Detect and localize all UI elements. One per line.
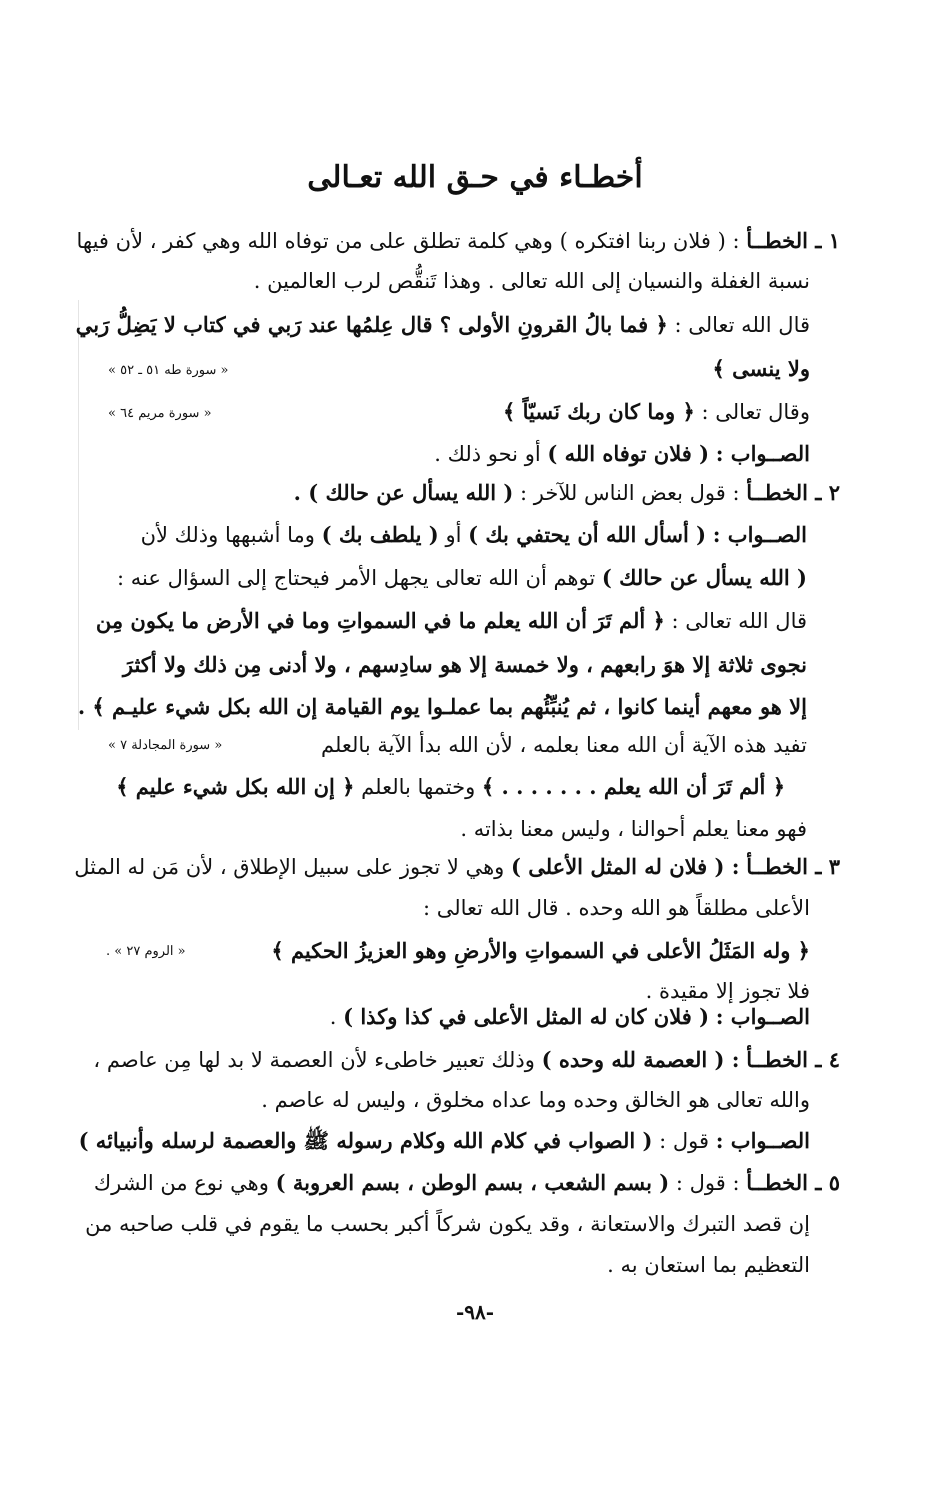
error-2-quote-line-2: [123, 650, 807, 680]
error-2-text: : قول بعض الناس للآخر :: [520, 481, 740, 505]
verse-connector: وختمها بالعلم: [361, 775, 476, 799]
error-4-line-1: [93, 1045, 840, 1075]
error-5-line-3: التعظيم بما استعان به .: [607, 1253, 810, 1277]
page-edge-rule: [78, 300, 79, 730]
error-3-sawab: [330, 1002, 810, 1032]
error-1-quote-1: [76, 310, 810, 340]
reason-text: توهم أن الله تعالى يجهل الأمر فيحتاج إلى السؤال عنه :: [117, 566, 596, 590]
error-3-ref: « الروم ٢٧ » .: [106, 944, 186, 959]
sawab-label: الصــواب :: [715, 1128, 810, 1153]
error-2-phrase: ( الله يسأل عن حالك ) .: [293, 480, 514, 505]
error-1-ref-1: « سورة طه ٥١ ـ ٥٢ »: [108, 363, 229, 378]
error-2-conclusion: فهو معنا يعلم أحوالنا ، وليس معنا بذاته .: [460, 817, 807, 841]
sawab-label: الصــواب :: [715, 441, 810, 466]
error-1-line-1: [77, 226, 840, 256]
quran-verse: نجوى ثلاثة إلا هوَ رابعهم ، ولا خمسة إلا هو سادِسهم ، ولا أدنى مِن ذلك ولا أكثرَ: [122, 652, 807, 677]
quran-verse-end: ولا ينسى ﴾: [712, 356, 810, 381]
error-5-text-rest: وهي نوع من الشرك: [93, 1171, 269, 1195]
quran-verse: إلا هو معهم أينما كانوا ، ثم يُنبِّئُهم بما عملـوا يوم القيامة إن الله بكل شيء عليـم ﴾ .: [77, 694, 807, 719]
error-2-label: ٢ ـ الخطــأ: [746, 480, 840, 505]
error-5-label: ٥ ـ الخطــأ: [746, 1170, 840, 1195]
error-1-label: ١ ـ الخطــأ: [746, 228, 840, 253]
error-4-phrase: : ( العصمة لله وحده ): [541, 1047, 740, 1072]
quote-intro: قال الله تعالى :: [674, 313, 810, 337]
error-3-label: ٣ ـ الخطــأ: [746, 854, 840, 879]
sawab-connector: قول :: [659, 1129, 710, 1153]
error-5-phrase: ( بسم الشعب ، بسم الوطن ، بسم العروبة ): [275, 1170, 670, 1195]
sawab-end: .: [329, 1005, 337, 1029]
error-1-quote-1-end: [713, 354, 810, 384]
reason-phrase: ( الله يسأل عن حالك ): [601, 565, 807, 590]
error-4-sawab: [79, 1126, 810, 1156]
sawab-phrase-2: ( يلطف بك ): [321, 522, 439, 547]
error-2-quote-line-1: [96, 606, 807, 636]
error-5-line-1: [94, 1168, 840, 1198]
error-1-quote-2: [503, 397, 810, 427]
error-2-explanation: تفيد هذه الآية أن الله معنا بعلمه ، لأن الله بدأ الآية بالعلم: [320, 733, 807, 757]
sawab-phrase-1: ( أسأل الله أن يحتفي بك ): [468, 522, 707, 547]
error-4-text: وذلك تعبير خاطىء لأن العصمة لا بد لها مِن عاصم ،: [93, 1048, 535, 1072]
sawab-connector: أو: [445, 523, 462, 547]
error-2-reason: [117, 563, 807, 593]
error-1-text: : ( فلان ربنا افتكره ) وهي كلمة تطلق على من توفاه الله وهي كفر ، لأن فيها: [76, 229, 740, 253]
error-3-line-2: الأعلى مطلقاً هو الله وحده . قال الله تعالى :: [422, 896, 810, 920]
sawab-phrase: ( فلان توفاه الله ): [547, 441, 710, 466]
error-2-start-end: [116, 772, 785, 802]
error-1-ref-2: « سورة مريم ٦٤ »: [108, 406, 212, 421]
page-title: أخطـاء في حـق الله تعـالى: [307, 160, 643, 195]
sawab-phrase: ( الصواب في كلام الله وكلام رسوله ﷺ والعصمة لرسله وأنبيائه ): [78, 1128, 653, 1153]
error-4-label: ٤ ـ الخطــأ: [746, 1047, 840, 1072]
error-2-quote-line-3: [78, 692, 807, 722]
quran-verse: ﴿ وله المَثَلُ الأعلى في السمواتِ والأرضِ وهو العزيزُ الحكيم ﴾: [271, 938, 810, 963]
sawab-phrase: ( فلان كان له المثل الأعلى في كذا وكذا ): [343, 1004, 710, 1029]
error-1-line-2: نسبة الغفلة والنسيان إلى الله تعالى . وهذا تَنقُّص لرب العالمين .: [253, 269, 810, 293]
sawab-rest: أو نحو ذلك .: [434, 442, 541, 466]
quote-intro: وقال تعالى :: [701, 400, 810, 424]
error-3-phrase: : ( فلان له المثل الأعلى ): [510, 854, 740, 879]
sawab-label: الصــواب :: [715, 1004, 810, 1029]
error-5-line-2: إن قصد التبرك والاستعانة ، وقد يكون شركاً أكبر بحسب ما يقوم في قلب صاحبه من: [85, 1212, 810, 1236]
error-3-verse: [271, 936, 810, 966]
error-2-line-1: [294, 478, 840, 508]
sawab-rest: وما أشبهها وذلك لأن: [140, 523, 315, 547]
error-1-sawab: [434, 439, 810, 469]
error-4-line-2: والله تعالى هو الخالق وحده وما عداه مخلوق ، وليس له عاصم .: [261, 1088, 810, 1112]
verse-start: ﴿ ألم تَرَ أن الله يعلم . . . . . . . ﴾: [481, 774, 785, 799]
error-3-note: فلا تجوز إلا مقيدة .: [645, 979, 810, 1003]
quran-verse: ﴿ ألم تَرَ أن الله يعلم ما في السمواتِ وما في الأرض ما يكون مِن: [95, 608, 665, 633]
sawab-label: الصــواب :: [712, 522, 807, 547]
verse-end: ﴿ إن الله بكل شيء عليم ﴾: [116, 774, 355, 799]
error-5-text: : قول :: [675, 1171, 740, 1195]
quran-verse: ﴿ وما كان ربك نَسيّاً ﴾: [502, 399, 695, 424]
quote-intro: قال الله تعالى :: [671, 609, 807, 633]
quran-verse: ﴿ فما بالُ القرونِ الأولى ؟ قال عِلمُها عند رَبي في كتاب لا يَضِلُّ رَبي: [75, 312, 668, 337]
error-2-ref: « سورة المجادلة ٧ »: [108, 738, 223, 753]
error-2-sawab: [141, 520, 807, 550]
error-3-text: وهي لا تجوز على سبيل الإطلاق ، لأن مَن له المثل: [74, 855, 505, 879]
page-number: -٩٨-: [455, 1300, 495, 1324]
error-3-line-1: [74, 852, 840, 882]
